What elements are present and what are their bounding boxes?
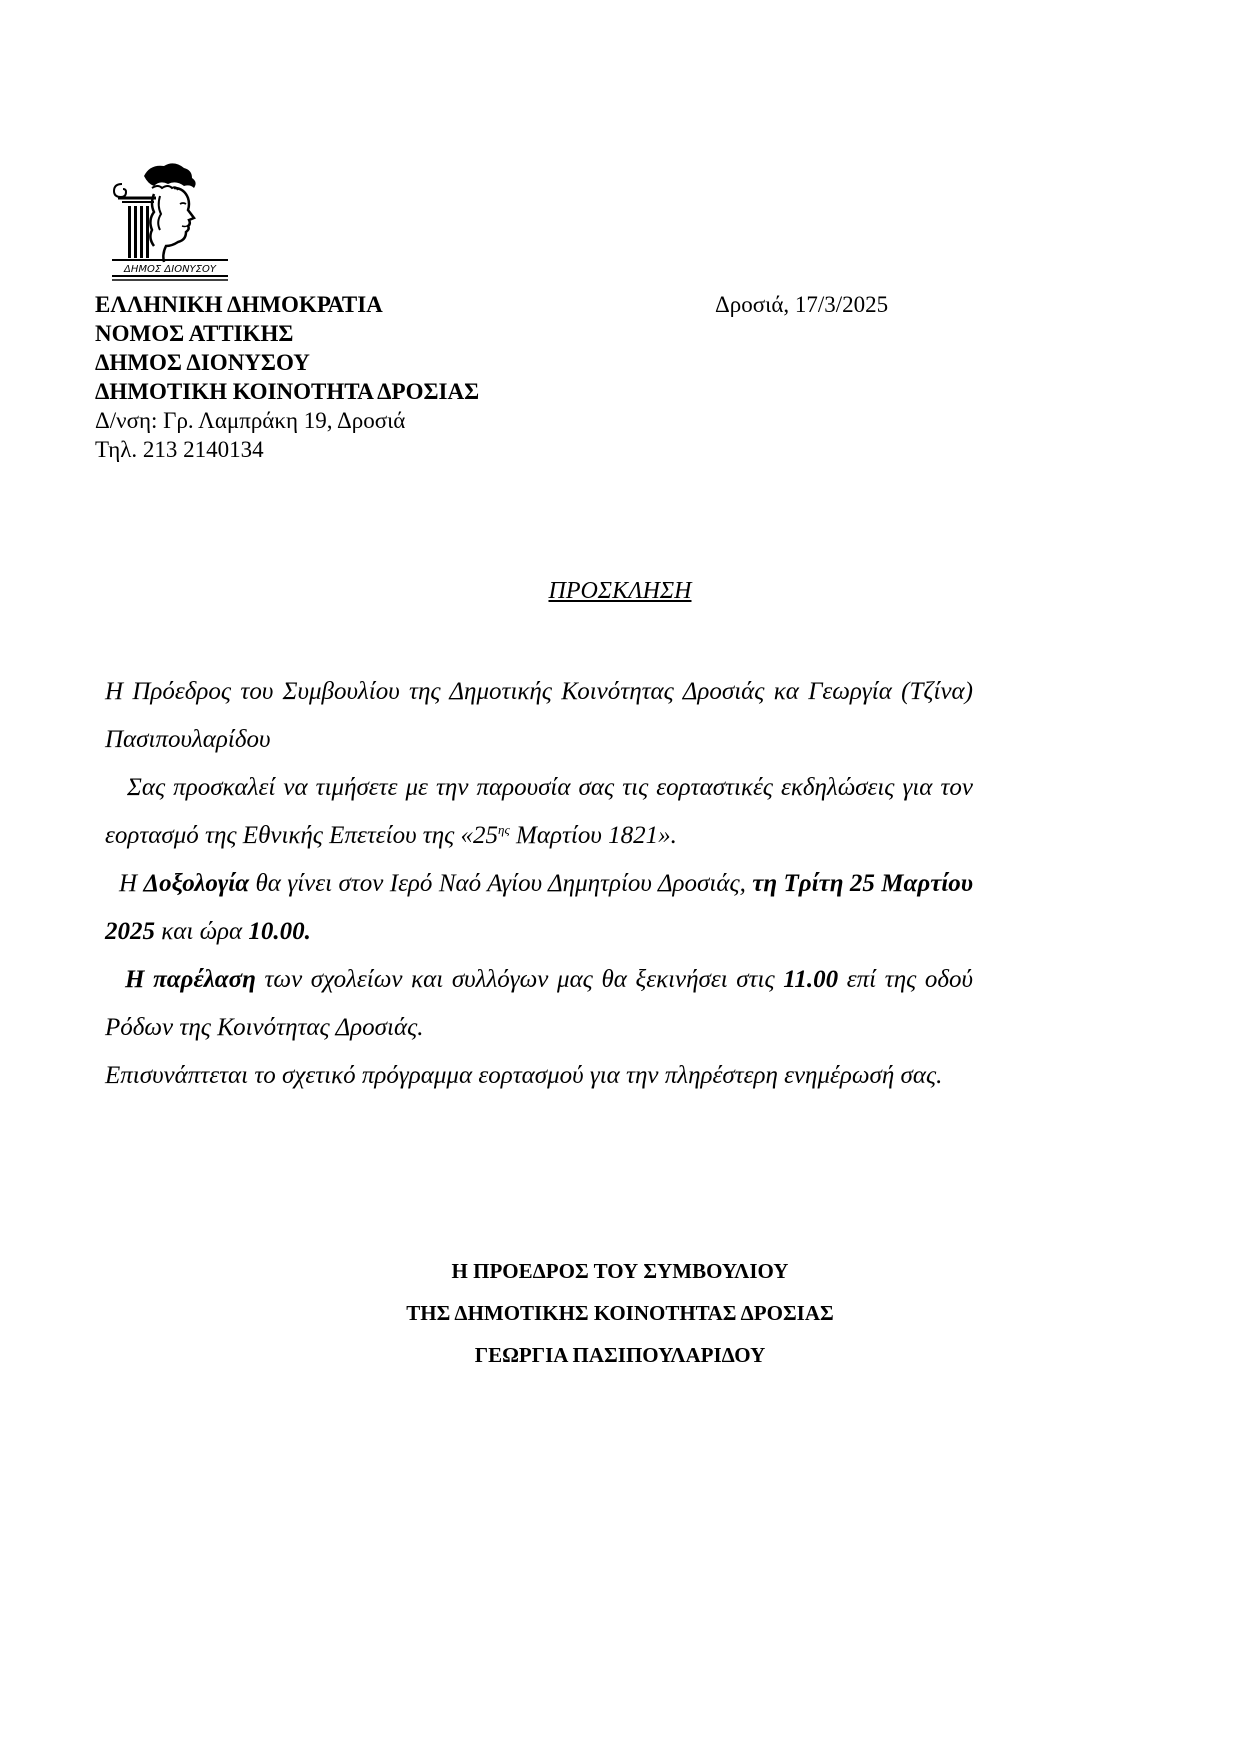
signature-role: Η ΠΡΟΕΔΡΟΣ ΤΟΥ ΣΥΜΒΟΥΛΙΟΥ	[451, 1259, 789, 1283]
header-phone: Τηλ. 213 2140134	[95, 437, 264, 462]
document-date: Δροσιά, 17/3/2025	[715, 292, 889, 317]
signature-body: ΤΗΣ ΔΗΜΟΤΙΚΗΣ ΚΟΙΝΟΤΗΤΑΣ ΔΡΟΣΙΑΣ	[406, 1301, 834, 1325]
header-community: ΔΗΜΟΤΙΚΗ ΚΟΙΝΟΤΗΤΑ ΔΡΟΣΙΑΣ	[95, 379, 480, 404]
invitation-body	[105, 668, 973, 1100]
paragraph-attachment: Επισυνάπτεται το σχετικό πρόγραμμα εορτασμού για την πληρέστερη ενημέρωσή σας.	[105, 1062, 943, 1089]
header-municipality: ΔΗΜΟΣ ΔΙΟΝΥΣΟΥ	[95, 350, 310, 375]
signature-name: ΓΕΩΡΓΙΑ ΠΑΣΙΠΟΥΛΑΡΙΔΟΥ	[474, 1343, 766, 1367]
header-prefecture: ΝΟΜΟΣ ΑΤΤΙΚΗΣ	[95, 321, 294, 346]
header-country: ΕΛΛΗΝΙΚΗ ΔΗΜΟΚΡΑΤΙΑ	[95, 292, 383, 317]
signature-block	[0, 1250, 1240, 1376]
paragraph-parade: Η παρέλαση των σχολείων και συλλόγων μας θα ξεκινήσει στις 11.00 επί της οδού Ρόδων της Κοινότητας Δροσιάς.	[105, 966, 973, 1041]
paragraph-doxology: Η Δοξολογία θα γίνει στον Ιερό Ναό Αγίου Δημητρίου Δροσιάς, τη Τρίτη 25 Μαρτίου 2025 και ώρα 10.00.	[105, 870, 973, 945]
dionysus-head-icon	[108, 158, 232, 282]
paragraph-intro: Η Πρόεδρος του Συμβουλίου της Δημοτικής Κοινότητας Δροσιάς κα Γεωργία (Τζίνα) Πασιπουλαρίδου	[105, 678, 973, 753]
sender-header	[95, 290, 479, 464]
logo-caption: ΔΗΜΟΣ ΔΙΟΝΥΣΟΥ	[124, 264, 216, 275]
header-address: Δ/νση: Γρ. Λαμπράκη 19, Δροσιά	[95, 408, 406, 433]
document-title: ΠΡΟΣΚΛΗΣΗ	[548, 578, 692, 604]
municipality-logo	[108, 158, 232, 282]
paragraph-invite: Σας προσκαλεί να τιμήσετε με την παρουσία σας τις εορταστικές εκδηλώσεις για τον εορτασμό της Εθνικής Επετείου της «$25^{\eta\varsigma}$ Μαρτίου 1821».	[105, 774, 973, 849]
